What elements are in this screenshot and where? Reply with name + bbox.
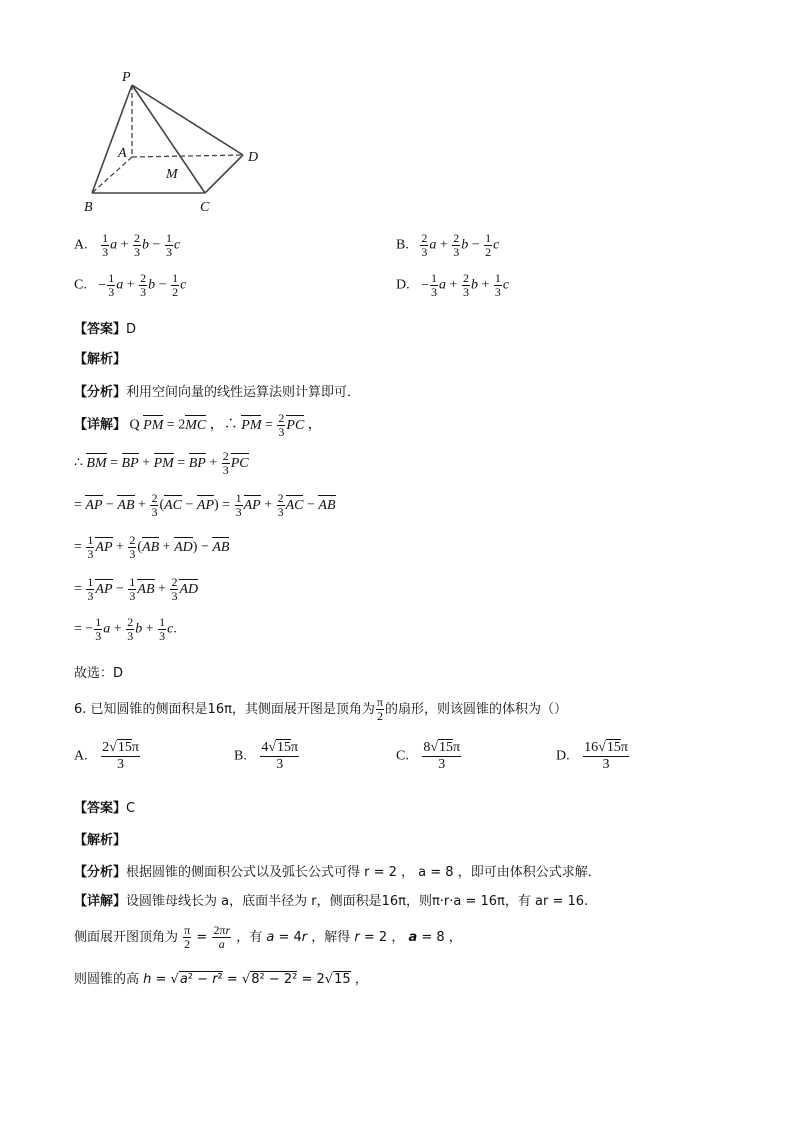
q6-option-B: B. $\frac{4√15\pi}{3}$ xyxy=(234,740,299,772)
q5-answer: 【答案】D xyxy=(74,322,137,337)
option-D: D. − $\frac{1}{3}$ a + $\frac{2}{3}$ b + $\frac{1}{3}$ c xyxy=(396,271,510,299)
option-C: C. − $\frac{1}{3}$ a + $\frac{2}{3}$ b − $\frac{1}{2}$ c xyxy=(74,271,187,299)
q5-analysis-label: 【解析】 xyxy=(74,352,127,367)
q5-conclusion: 故选：D xyxy=(74,666,124,681)
q6-analysis-label: 【解析】 xyxy=(74,833,127,848)
label-C: C xyxy=(200,200,210,215)
q6-line-2: 侧面展开图顶角为 $\frac{\pi}{2}$ = $\frac{2\pi r}{a}$ ，有 a = 4r ，解得 r = 2 ， a = 8 ， xyxy=(74,923,462,951)
label-P: P xyxy=(122,70,131,85)
q5-step-4: = $\frac{1}{3}$ AP + $\frac{2}{3}$ (AB + AD) − AB xyxy=(74,533,230,561)
q5-fenxi: 【分析】利用空间向量的线性运算法则计算即可． xyxy=(74,385,361,400)
q5-step-1: 【详解】 Q PM = 2MC ，∴ PM = $\frac{2}{3}$ PC ， xyxy=(74,411,322,439)
q6-xiangjie: 【详解】设圆锥母线长为 a，底面半径为 r，侧面积是16π，则π·r·a = 16π，有 ar = 16. xyxy=(74,894,589,909)
q6-fenxi: 【分析】根据圆锥的侧面积公式以及弧长公式可得 r = 2 ， a = 8 ，即可由体积公式求解． xyxy=(74,865,601,880)
q5-step-3: = AP − AB + $\frac{2}{3}$ (AC − AP) = $\frac{1}{3}$ AP + $\frac{2}{3}$ AC − AB xyxy=(74,491,336,519)
q6-stem: 6. 已知圆锥的侧面积是16π，其侧面展开图是顶角为 $\frac{\pi}{2}$ 的扇形，则该圆锥的体积为（） xyxy=(74,695,567,723)
q5-step-5: = $\frac{1}{3}$ AP − $\frac{1}{3}$ AB + $\frac{2}{3}$ AD xyxy=(74,575,199,603)
q6-option-C: C. $\frac{8√15\pi}{3}$ xyxy=(396,740,461,772)
label-B: B xyxy=(84,200,93,215)
option-A: A. $\frac{1}{3}$ a + $\frac{2}{3}$ b − $\frac{1}{3}$ c xyxy=(74,231,181,259)
pyramid-figure xyxy=(80,65,270,215)
label-M: M xyxy=(166,167,178,182)
q5-step-6: = − $\frac{1}{3}$ a + $\frac{2}{3}$ b + $\frac{1}{3}$ c. xyxy=(74,615,177,643)
label-D: D xyxy=(248,150,259,165)
option-B: B. $\frac{2}{3}$ a + $\frac{2}{3}$ b − $\frac{1}{2}$ c xyxy=(396,231,500,259)
q6-line-3: 则圆锥的高 h = √a² − r² = √8² − 2² = 2√15 ， xyxy=(74,972,368,987)
q6-option-A: A. $\frac{2√15\pi}{3}$ xyxy=(74,740,139,772)
q6-option-D: D. $\frac{16√15\pi}{3}$ xyxy=(556,740,628,772)
q6-answer: 【答案】C xyxy=(74,801,136,816)
label-A: A xyxy=(118,146,127,161)
q5-step-2: ∴ BM = BP + PM = BP + $\frac{2}{3}$ PC xyxy=(74,449,249,477)
